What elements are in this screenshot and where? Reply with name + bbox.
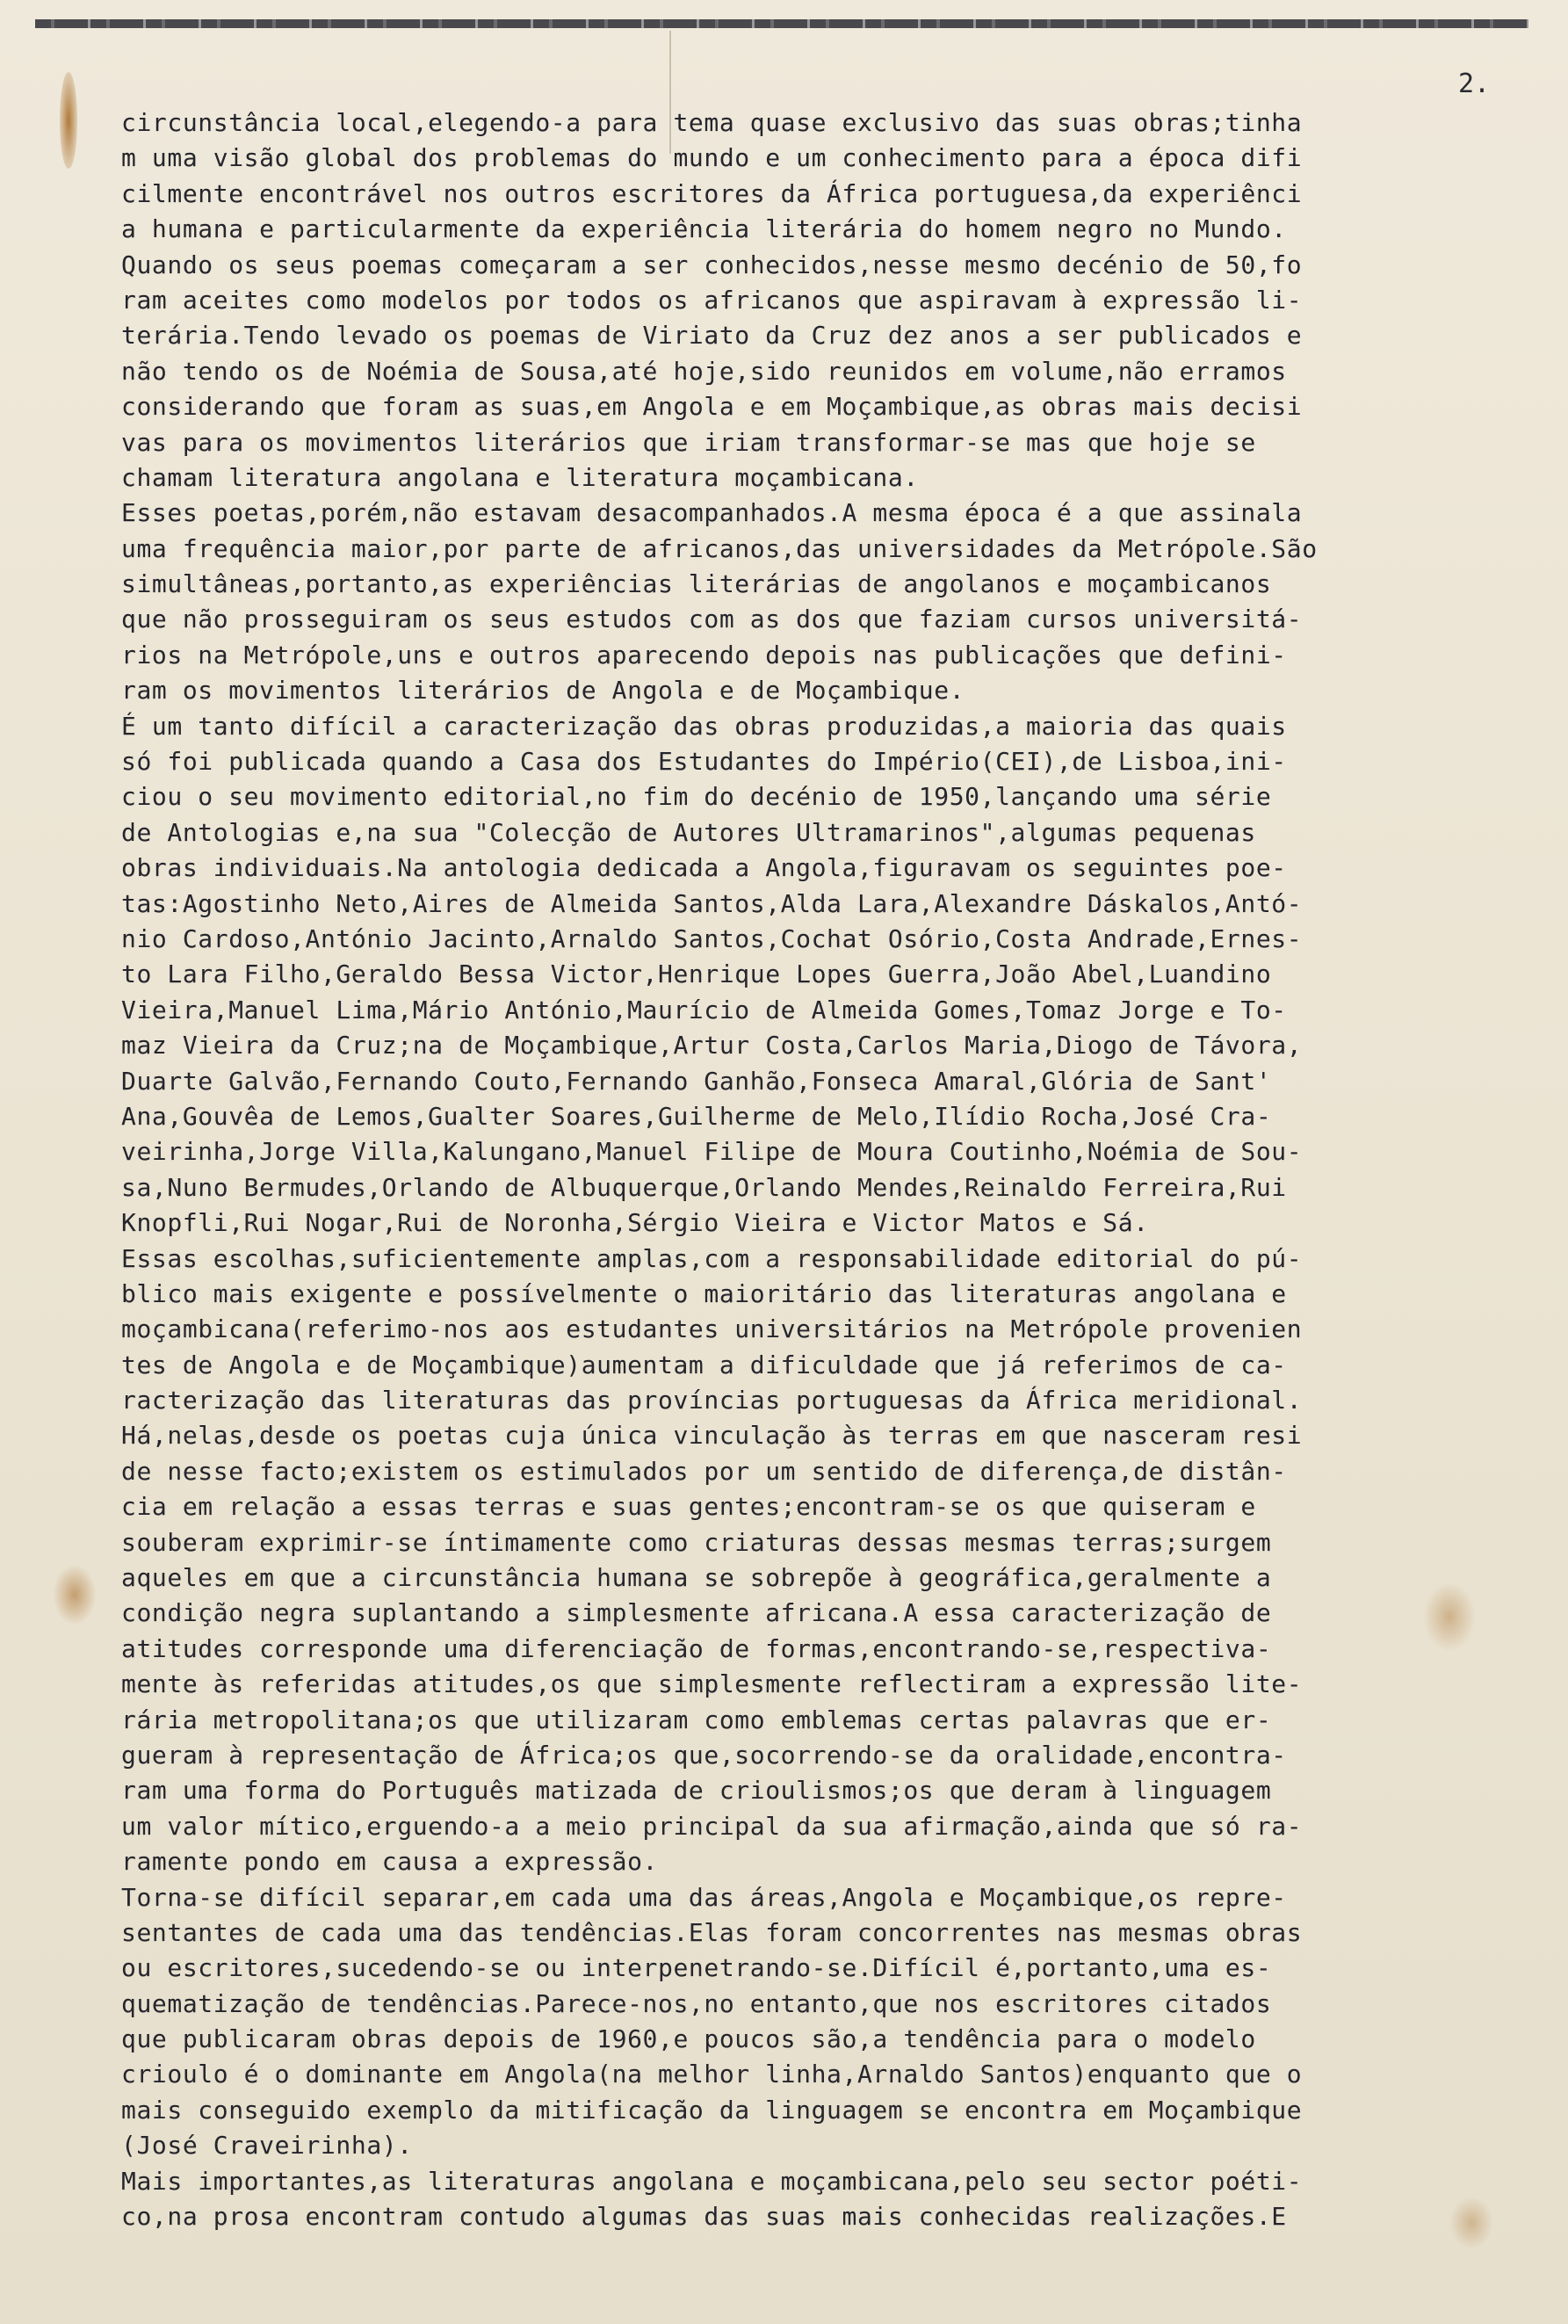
text-line: ou escritores,sucedendo-se ou interpenetrando-se.Difícil é,portanto,uma es- — [121, 1953, 1272, 1983]
text-line: Vieira,Manuel Lima,Mário António,Maurício de Almeida Gomes,Tomaz Jorge e To- — [121, 995, 1287, 1024]
text-line: mais conseguido exemplo da mitificação da linguagem se encontra em Moçambique — [121, 2095, 1303, 2125]
text-line: vas para os movimentos literários que iriam transformar-se mas que hoje se — [121, 427, 1256, 457]
text-line: rária metropolitana;os que utilizaram como emblemas certas palavras que er- — [121, 1705, 1272, 1734]
text-line: É um tanto difícil a caracterização das obras produzidas,a maioria das quais — [121, 711, 1287, 741]
text-line: tes de Angola e de Moçambique)aumentam a dificuldade que já referimos de ca- — [121, 1350, 1287, 1379]
text-line: a humana e particularmente da experiência literária do homem negro no Mundo. — [121, 214, 1287, 244]
text-line: co,na prosa encontram contudo algumas das suas mais conhecidas realizações.E — [121, 2202, 1287, 2232]
text-line: Mais importantes,as literaturas angolana e moçambicana,pelo seu sector poéti- — [121, 2166, 1303, 2196]
text-line: ciou o seu movimento editorial,no fim do decénio de 1950,lançando uma série — [121, 782, 1272, 812]
text-line: terária.Tendo levado os poemas de Viriato da Cruz dez anos a ser publicados e — [121, 321, 1303, 351]
text-line: de nesse facto;existem os estimulados por um sentido de diferença,de distân- — [121, 1456, 1287, 1486]
text-line: (José Craveirinha). — [121, 2131, 413, 2161]
text-line: atitudes corresponde uma diferenciação de formas,encontrando-se,respectiva- — [121, 1633, 1272, 1663]
body-text — [121, 105, 1500, 2234]
text-line: Ana,Gouvêa de Lemos,Gualter Soares,Guilherme de Melo,Ilídio Rocha,José Cra- — [121, 1101, 1272, 1131]
text-line: Há,nelas,desde os poetas cuja única vinculação às terras em que nasceram resi — [121, 1421, 1303, 1451]
text-line: um valor mítico,erguendo-a a meio principal da sua afirmação,ainda que só ra- — [121, 1811, 1303, 1841]
text-line: simultâneas,portanto,as experiências literárias de angolanos e moçambicanos — [121, 569, 1272, 599]
text-line: ram os movimentos literários de Angola e de Moçambique. — [121, 676, 965, 706]
text-line: Torna-se difícil separar,em cada uma das áreas,Angola e Moçambique,os repre- — [121, 1882, 1287, 1912]
text-line: nio Cardoso,António Jacinto,Arnaldo Santos,Cochat Osório,Costa Andrade,Ernes- — [121, 923, 1303, 953]
text-line: aqueles em que a circunstância humana se sobrepõe à geográfica,geralmente a — [121, 1563, 1272, 1593]
text-line: não tendo os de Noémia de Sousa,até hoje,sido reunidos em volume,não erramos — [121, 356, 1287, 386]
text-line: condição negra suplantando a simplesmente africana.A essa caracterização de — [121, 1598, 1272, 1628]
text-line: Knopfli,Rui Nogar,Rui de Noronha,Sérgio Vieira e Victor Matos e Sá. — [121, 1208, 1149, 1238]
text-line: ramente pondo em causa a expressão. — [121, 1847, 659, 1877]
text-line: blico mais exigente e possívelmente o maioritário das literaturas angolana e — [121, 1278, 1287, 1308]
text-line: cia em relação a essas terras e suas gentes;encontram-se os que quiseram e — [121, 1492, 1256, 1522]
text-line: quematização de tendências.Parece-nos,no entanto,que nos escritores citados — [121, 1988, 1272, 2018]
torn-top-edge — [35, 19, 1528, 28]
text-line: rios na Metrópole,uns e outros aparecendo depois nas publicações que defini- — [121, 640, 1287, 670]
text-line: m uma visão global dos problemas do mundo e um conhecimento para a época difi — [121, 143, 1303, 173]
text-line: tas:Agostinho Neto,Aires de Almeida Santos,Alda Lara,Alexandre Dáskalos,Antó- — [121, 888, 1303, 918]
text-line: Esses poetas,porém,não estavam desacompanhados.A mesma época é a que assinala — [121, 498, 1303, 528]
text-line: to Lara Filho,Geraldo Bessa Victor,Henrique Lopes Guerra,João Abel,Luandino — [121, 959, 1272, 989]
text-line: ram aceites como modelos por todos os africanos que aspiravam à expressão li- — [121, 285, 1303, 315]
text-line: obras individuais.Na antologia dedicada a Angola,figuravam os seguintes poe- — [121, 853, 1287, 883]
text-line: crioulo é o dominante em Angola(na melhor linha,Arnaldo Santos)enquanto que o — [121, 2060, 1303, 2089]
text-line: Duarte Galvão,Fernando Couto,Fernando Ganhão,Fonseca Amaral,Glória de Sant' — [121, 1066, 1272, 1096]
text-line: racterização das literaturas das províncias portuguesas da África meridional. — [121, 1386, 1303, 1415]
text-line: de Antologias e,na sua "Colecção de Autores Ultramarinos",algumas pequenas — [121, 817, 1256, 847]
text-line: Essas escolhas,suficientemente amplas,com a responsabilidade editorial do pú- — [121, 1243, 1303, 1273]
text-line: ram uma forma do Português matizada de crioulismos;os que deram à linguagem — [121, 1776, 1272, 1806]
rust-stain — [60, 72, 77, 169]
text-line: moçambicana(referimo-nos aos estudantes universitários na Metrópole provenien — [121, 1314, 1303, 1344]
text-line: mente às referidas atitudes,os que simplesmente reflectiram a expressão lite- — [121, 1669, 1303, 1699]
text-line: só foi publicada quando a Casa dos Estudantes do Império(CEI),de Lisboa,ini- — [121, 747, 1287, 777]
text-line: gueram à representação de África;os que,socorrendo-se da oralidade,encontra- — [121, 1740, 1287, 1770]
text-line: souberam exprimir-se íntimamente como criaturas dessas mesmas terras;surgem — [121, 1527, 1272, 1557]
text-line: cilmente encontrável nos outros escritores da África portuguesa,da experiênci — [121, 178, 1303, 208]
text-line: que publicaram obras depois de 1960,e poucos são,a tendência para o modelo — [121, 2024, 1256, 2054]
text-line: veirinha,Jorge Villa,Kalungano,Manuel Filipe de Moura Coutinho,Noémia de Sou- — [121, 1137, 1303, 1167]
text-line: uma frequência maior,por parte de africanos,das universidades da Metrópole.São — [121, 533, 1318, 563]
text-line: chamam literatura angolana e literatura moçambicana. — [121, 462, 919, 492]
text-line: maz Vieira da Cruz;na de Moçambique,Artur Costa,Carlos Maria,Diogo de Távora, — [121, 1031, 1303, 1061]
text-line: considerando que foram as suas,em Angola e em Moçambique,as obras mais decisi — [121, 392, 1303, 422]
text-line: sa,Nuno Bermudes,Orlando de Albuquerque,Orlando Mendes,Reinaldo Ferreira,Rui — [121, 1172, 1287, 1202]
age-stain — [53, 1564, 97, 1625]
text-line: sentantes de cada uma das tendências.Elas foram concorrentes nas mesmas obras — [121, 1917, 1303, 1947]
text-line: circunstância local,elegendo-a para tema quase exclusivo das suas obras;tinha — [121, 108, 1303, 137]
text-line: Quando os seus poemas começaram a ser conhecidos,nesse mesmo decénio de 50,fo — [121, 250, 1303, 279]
text-line: que não prosseguiram os seus estudos com as dos que faziam cursos universitá- — [121, 605, 1303, 634]
page-number: 2. — [1458, 69, 1491, 99]
